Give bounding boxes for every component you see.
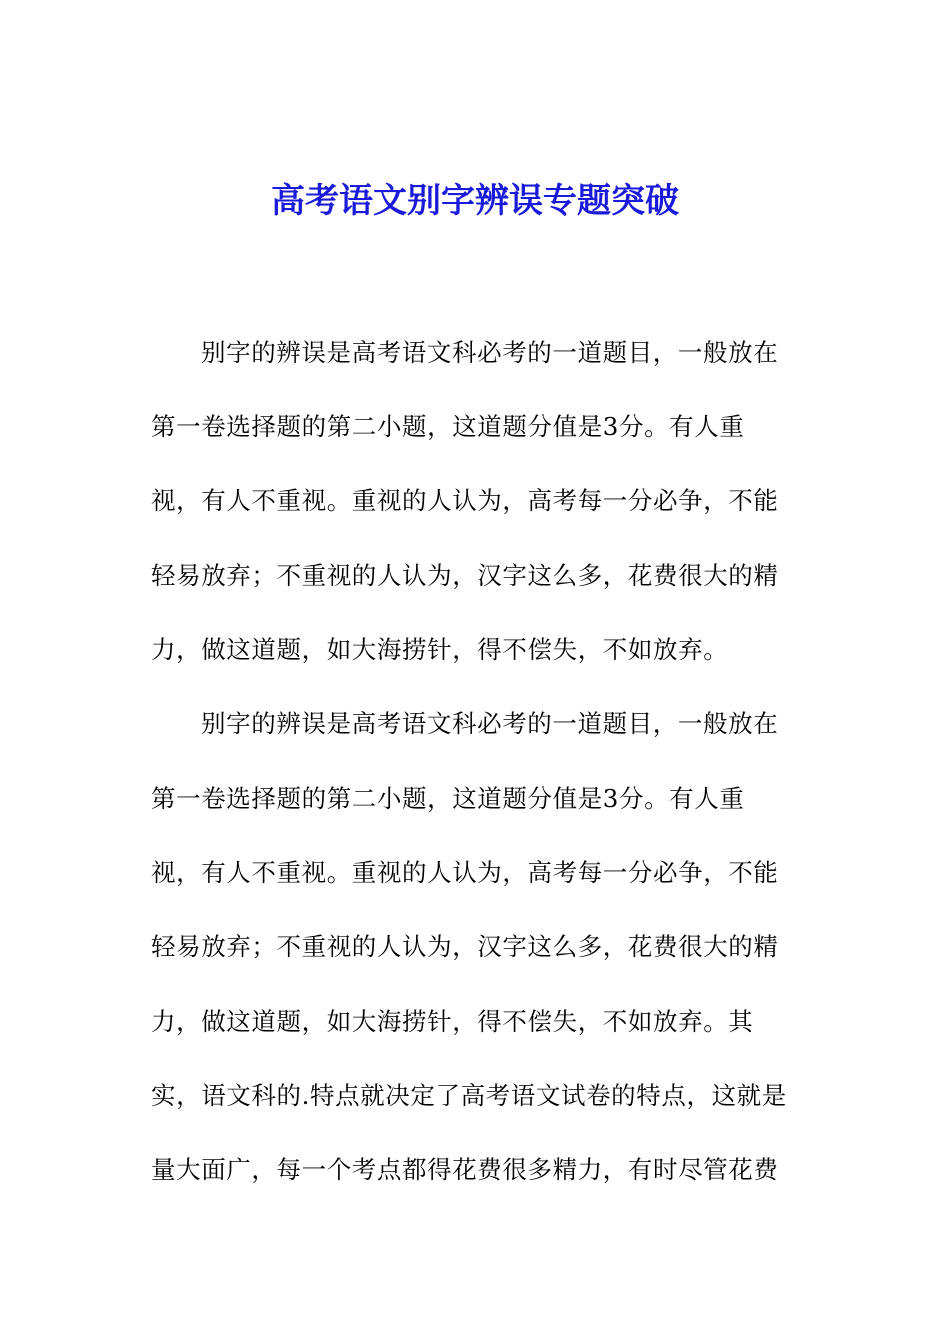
paragraph-2-line-7: 量大面广，每一个考点都得花费很多精力，有时尽管花费 <box>151 1155 779 1184</box>
paragraph-1-line-2: 第一卷选择题的第二小题，这道题分值是3分。有人重 <box>151 412 745 441</box>
paragraph-2-line-6: 实，语文科的.特点就决定了高考语文试卷的特点，这就是 <box>151 1081 787 1110</box>
document-title: 高考语文别字辨误专题突破 <box>271 181 679 221</box>
paragraph-2-line-3: 视，有人不重视。重视的人认为，高考每一分必争，不能 <box>151 858 779 887</box>
paragraph-1-line-1: 别字的辨误是高考语文科必考的一道题目，一般放在 <box>201 338 779 367</box>
paragraph-1-line-5: 力，做这道题，如大海捞针，得不偿失，不如放弃。 <box>151 635 729 664</box>
paragraph-2-line-5: 力，做这道题，如大海捞针，得不偿失，不如放弃。其 <box>151 1007 754 1036</box>
paragraph-2-line-4: 轻易放弃；不重视的人认为，汉字这么多，花费很大的精 <box>151 932 779 961</box>
paragraph-1-line-3: 视，有人不重视。重视的人认为，高考每一分必争，不能 <box>151 486 779 515</box>
paragraph-2-line-1: 别字的辨误是高考语文科必考的一道题目，一般放在 <box>201 709 779 738</box>
paragraph-1-line-4: 轻易放弃；不重视的人认为，汉字这么多，花费很大的精 <box>151 561 779 590</box>
paragraph-2-line-2: 第一卷选择题的第二小题，这道题分值是3分。有人重 <box>151 784 745 813</box>
